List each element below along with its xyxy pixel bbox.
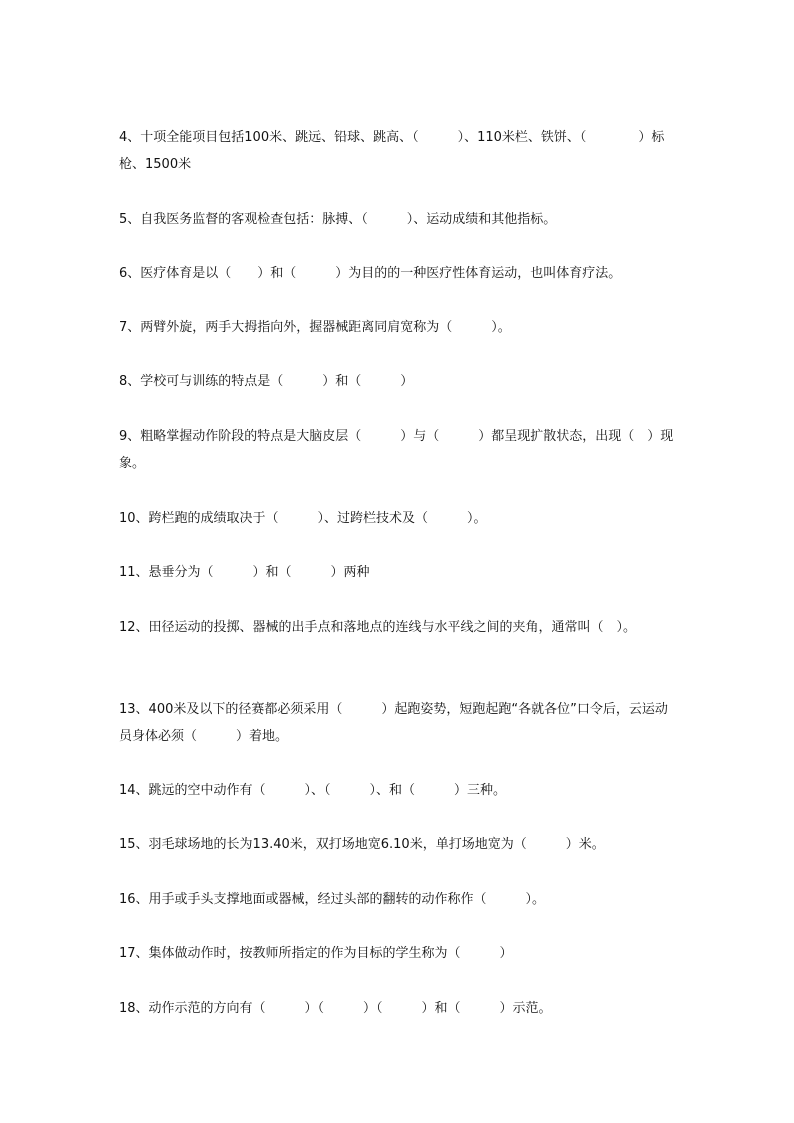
question-9: 9、粗略掌握动作阶段的特点是大脑皮层（ ）与（ ）都呈现扩散状态，出现（ ）现象。	[119, 429, 674, 471]
question-14: 14、跳远的空中动作有（ ）、（ ）、和（ ）三种。	[119, 783, 507, 798]
question-6: 6、医疗体育是以（ ）和（ ）为目的的一种医疗性体育运动，也叫体育疗法。	[119, 266, 622, 281]
question-18: 18、动作示范的方向有（ ）（ ）（ ）和（ ）示范。	[119, 1001, 552, 1016]
question-11: 11、悬垂分为（ ）和（ ）两种	[119, 565, 370, 580]
question-12: 12、田径运动的投掷、器械的出手点和落地点的连线与水平线之间的夹角，通常叫（ ）。	[119, 620, 637, 635]
question-4: 4、十项全能项目包括100米、跳远、铅球、跳高、（ ）、110米栏、铁饼、（ ）标枪、1500米	[119, 130, 665, 172]
question-17: 17、集体做动作时，按教师所指定的作为目标的学生称为（ ）	[119, 946, 513, 961]
question-16: 16、用手或手头支撑地面或器械，经过头部的翻转的动作称作（ ）。	[119, 892, 546, 907]
question-10: 10、跨栏跑的成绩取决于（ ）、过跨栏技术及（ ）。	[119, 511, 487, 526]
question-8: 8、学校可与训练的特点是（ ）和（ ）	[119, 374, 414, 389]
question-7: 7、两臂外旋，两手大拇指向外，握器械距离同肩宽称为（ ）。	[119, 320, 511, 335]
question-13: 13、400米及以下的径赛都必须采用（ ）起跑姿势，短跑起跑“各就各位”口令后，云运动员身体必须（ ）着地。	[119, 702, 668, 744]
question-5: 5、自我医务监督的客观检查包括：脉搏、（ ）、运动成绩和其他指标。	[119, 212, 557, 227]
question-15: 15、羽毛球场地的长为13.40米，双打场地宽6.10米，单打场地宽为（ ）米。	[119, 837, 605, 852]
